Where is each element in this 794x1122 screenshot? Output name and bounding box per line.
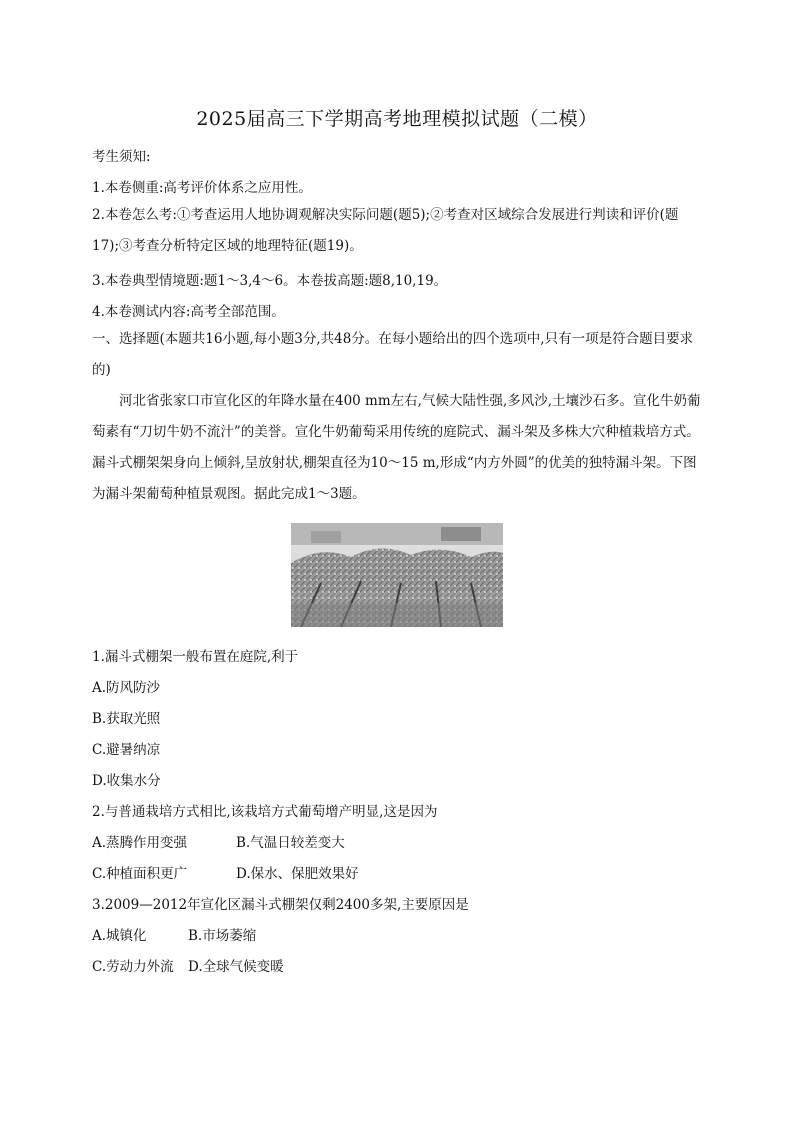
question-1-option-a[interactable]: A.防风防沙 (92, 680, 161, 696)
notice-item-4: 4.本卷测试内容:高考全部范围。 (92, 304, 285, 320)
question-2-option-c[interactable]: C.种植面积更广 (92, 866, 188, 882)
question-3-option-b[interactable]: B.市场萎缩 (188, 928, 257, 944)
question-3-option-c[interactable]: C.劳动力外流 (92, 959, 174, 975)
notice-item-2: 2.本卷怎么考:①考查运用人地协调观解决实际问题(题5);②考查对区域综合发展进行判读和评价(题17);③考查分析特定区域的地理特征(题19)。 (92, 207, 679, 254)
question-1-stem: 1.漏斗式棚架一般布置在庭院,利于 (92, 649, 299, 665)
question-1-option-d[interactable]: D.收集水分 (92, 773, 161, 789)
question-3-option-a[interactable]: A.城镇化 (92, 928, 147, 944)
question-2-option-d[interactable]: D.保水、保肥效果好 (236, 866, 359, 882)
question-3-stem: 3.2009—2012年宣化区漏斗式棚架仅剩2400多架,主要原因是 (92, 897, 469, 913)
question-3-option-d[interactable]: D.全球气候变暖 (188, 959, 284, 975)
vineyard-photo (291, 523, 503, 627)
notice-item-3: 3.本卷典型情境题:题1～3,4～6。本卷拔高题:题8,10,19。 (92, 273, 448, 289)
notice-item-1: 1.本卷侧重:高考评价体系之应用性。 (92, 180, 312, 196)
question-1-option-b[interactable]: B.获取光照 (92, 711, 161, 727)
notice-heading: 考生须知: (92, 149, 151, 165)
passage-text: 河北省张家口市宣化区的年降水量在400 mm左右,气候大陆性强,多风沙,土壤沙石多。宣化牛奶葡萄素有“刀切牛奶不流汁”的美誉。宣化牛奶葡萄采用传统的庭院式、漏斗架及多株大穴种植栽培方式。漏斗式棚架架身向上倾斜,呈放射状,棚架直径为10～15 m,形成“内方外圆”的优美的独特漏斗架。下图为漏斗架葡萄种植景观图。据此完成1～3题。 (92, 393, 701, 502)
question-2-option-a[interactable]: A.蒸腾作用变强 (92, 835, 188, 851)
page-title: 2025届高三下学期高考地理模拟试题（二模） (196, 108, 598, 130)
question-1-option-c[interactable]: C.避暑纳凉 (92, 742, 161, 758)
funnel-trellis-landscape-image (291, 523, 503, 627)
question-2-option-b[interactable]: B.气温日较差变大 (236, 835, 345, 851)
question-2-stem: 2.与普通栽培方式相比,该栽培方式葡萄增产明显,这是因为 (92, 804, 438, 820)
section-heading: 一、选择题(本题共16小题,每小题3分,共48分。在每小题给出的四个选项中,只有一项是符合题目要求的) (92, 331, 694, 378)
